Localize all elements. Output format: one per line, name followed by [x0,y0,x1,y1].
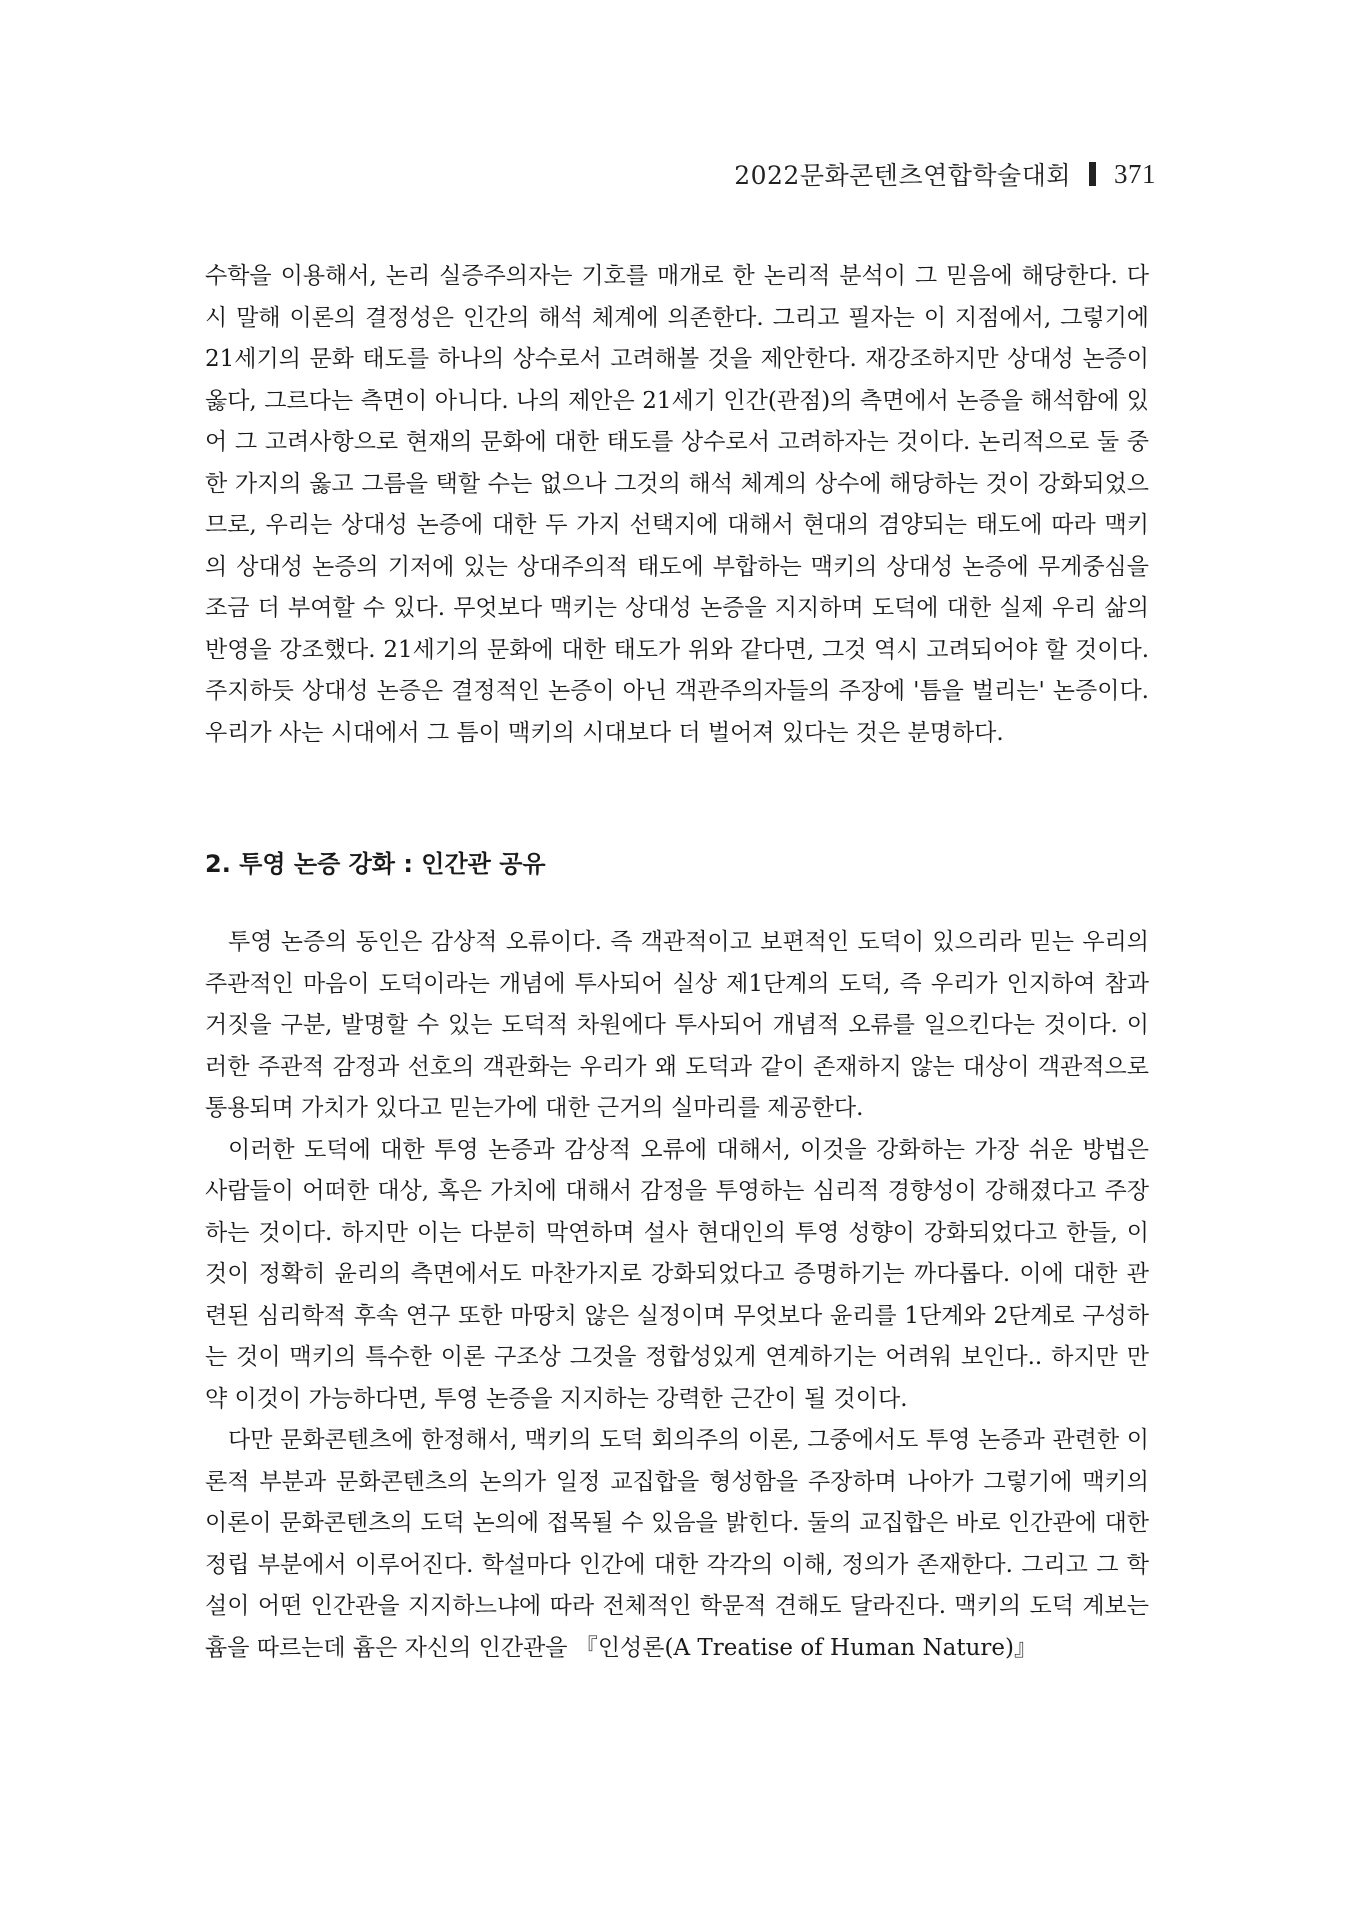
page-number: 371 [1114,158,1156,189]
section-text-block [205,922,1149,1669]
paragraph: 투영 논증의 동인은 감상적 오류이다. 즉 객관적이고 보편적인 도덕이 있으리라 믿는 우리의 주관적인 마음이 도덕이라는 개념에 투사되어 실상 제1단계의 도덕, 즉 우리가 인지하여 참과 거짓을 구분, 발명할 수 있는 도덕적 차원에다 투사되어 개념적 오류를 일으킨다는 것이다. 이러한 주관적 감정과 선호의 객관화는 우리가 왜 도덕과 같이 존재하지 않는 대상이 객관적으로 통용되며 가치가 있다고 믿는가에 대한 근거의 실마리를 제공한다. [205,929,1149,1121]
paragraph: 수학을 이용해서, 논리 실증주의자는 기호를 매개로 한 논리적 분석이 그 믿음에 해당한다. 다시 말해 이론의 결정성은 인간의 해석 체계에 의존한다. 그리고 필자는 이 지점에서, 그렇기에 21세기의 문화 태도를 하나의 상수로서 고려해볼 것을 제안한다. 재강조하지만 상대성 논증이 옳다, 그르다는 측면이 아니다. 나의 제안은 21세기 인간(관점)의 측면에서 논증을 해석함에 있어 그 고려사항으로 현재의 문화에 대한 태도를 상수로서 고려하자는 것이다. 논리적으로 둘 중 한 가지의 옳고 그름을 택할 수는 없으나 그것의 해석 체계의 상수에 해당하는 것이 강화되었으므로, 우리는 상대성 논증에 대한 두 가지 선택지에 대해서 현대의 겸양되는 태도에 따라 맥키의 상대성 논증의 기저에 있는 상대주의적 태도에 부합하는 맥키의 상대성 논증에 무게중심을 조금 더 부여할 수 있다. 무엇보다 맥키는 상대성 논증을 지지하며 도덕에 대한 실제 우리 삶의 반영을 강조했다. 21세기의 문화에 대한 태도가 위와 같다면, 그것 역시 고려되어야 할 것이다. 주지하듯 상대성 논증은 결정적인 논증이 아닌 객관주의자들의 주장에 '틈을 벌리는' 논증이다. 우리가 사는 시대에서 그 틈이 맥키의 시대보다 더 벌어져 있다는 것은 분명하다. [205,263,1149,746]
intro-text-block [205,256,1149,754]
running-header [734,156,1156,192]
paragraph: 이러한 도덕에 대한 투영 논증과 감상적 오류에 대해서, 이것을 강화하는 가장 쉬운 방법은 사람들이 어떠한 대상, 혹은 가치에 대해서 감정을 투영하는 심리적 경향성이 강해졌다고 주장하는 것이다. 하지만 이는 다분히 막연하며 설사 현대인의 투영 성향이 강화되었다고 한들, 이것이 정확히 윤리의 측면에서도 마찬가지로 강화되었다고 증명하기는 까다롭다. 이에 대한 관련된 심리학적 후속 연구 또한 마땅치 않은 실정이며 무엇보다 윤리를 1단계와 2단계로 구성하는 것이 맥키의 특수한 이론 구조상 그것을 정합성있게 연계하기는 어려워 보인다.. 하지만 만약 이것이 가능하다면, 투영 논증을 지지하는 강력한 근간이 될 것이다. [205,1136,1149,1412]
paragraph: 다만 문화콘텐츠에 한정해서, 맥키의 도덕 회의주의 이론, 그중에서도 투영 논증과 관련한 이론적 부분과 문화콘텐츠의 논의가 일정 교집합을 형성함을 주장하며 나아가 그렇기에 맥키의 이론이 문화콘텐츠의 도덕 논의에 접목될 수 있음을 밝힌다. 둘의 교집합은 바로 인간관에 대한 정립 부분에서 이루어진다. 학설마다 인간에 대한 각각의 이해, 정의가 존재한다. 그리고 그 학설이 어떤 인간관을 지지하느냐에 따라 전체적인 학문적 견해도 달라진다. 맥키의 도덕 계보는 흄을 따르는데 흄은 자신의 인간관을 『인성론(A Treatise of Human Nature)』 [205,1427,1149,1661]
header-title: 2022문화콘텐츠연합학술대회 [734,161,1071,190]
section-heading: 2. 투영 논증 강화 : 인간관 공유 [205,850,546,878]
header-separator [1089,162,1096,186]
